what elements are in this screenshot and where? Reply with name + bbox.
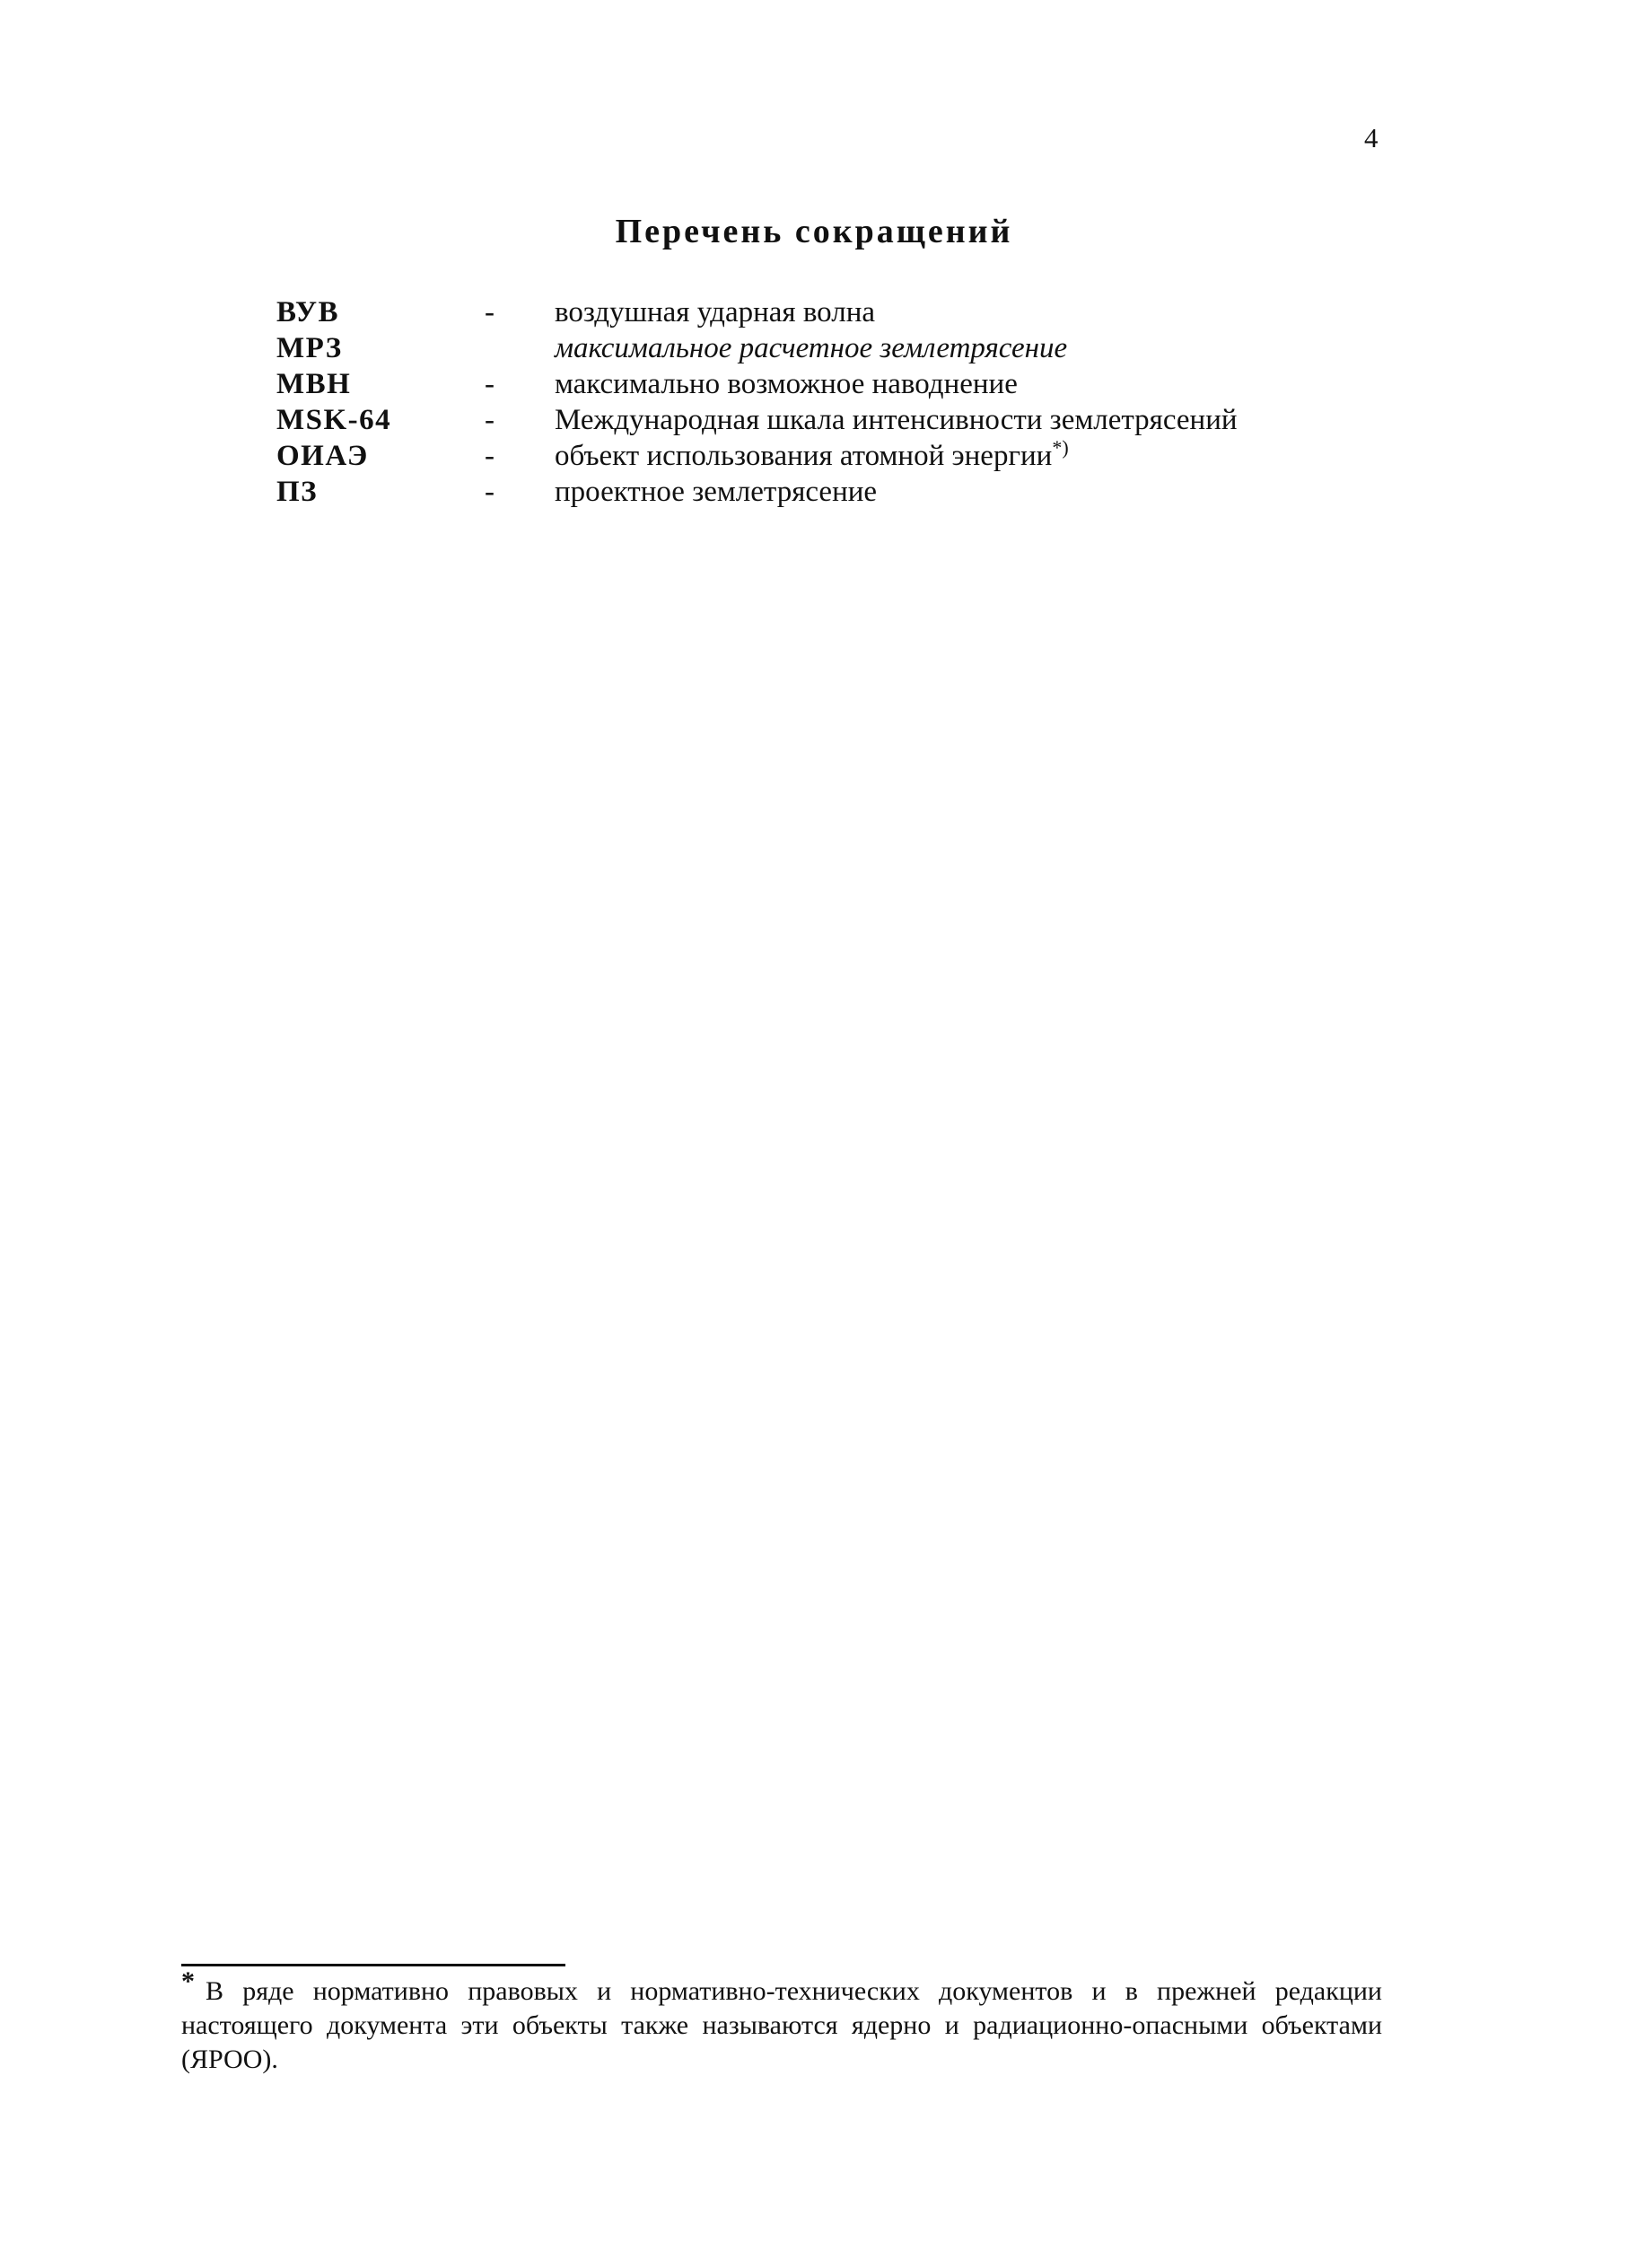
list-item <box>276 436 1443 476</box>
list-item <box>276 476 1443 512</box>
abbreviation-dash: - <box>485 440 495 472</box>
footnote-reference: *) <box>1052 436 1069 459</box>
abbreviation-definition-text: объект использования атомной энергии <box>555 440 1053 472</box>
footnote-text: В ряде нормативно правовых и нормативно-технических документов и в прежней редакции настоящего документа эти объекты также называются ядерно и радиационно-опасными объектами (ЯРОО). <box>181 1976 1382 2074</box>
page-title: Перечень сокращений <box>615 213 1013 250</box>
abbreviation-definition: воздушная ударная волна <box>555 296 876 328</box>
abbreviation-dash: - <box>485 368 495 400</box>
list-item <box>276 332 1443 368</box>
footnote-marker: * <box>181 1966 195 1996</box>
abbreviation-term: МВН <box>276 368 352 400</box>
abbreviation-list <box>276 296 1443 512</box>
page-number: 4 <box>1364 122 1379 153</box>
footnote <box>181 1966 1382 2077</box>
abbreviation-definition: Международная шкала интенсивности землетрясений <box>555 404 1238 436</box>
abbreviation-definition: проектное землетрясение <box>555 476 878 508</box>
list-item <box>276 368 1443 404</box>
abbreviation-dash: - <box>485 404 495 436</box>
abbreviation-term: ОИАЭ <box>276 440 369 472</box>
abbreviation-definition <box>555 436 1069 473</box>
abbreviation-term: ВУВ <box>276 296 340 328</box>
footnote-rule <box>181 1964 565 1966</box>
abbreviation-term: МРЗ <box>276 332 343 364</box>
abbreviation-term: MSK-64 <box>276 404 392 436</box>
abbreviation-dash: - <box>485 296 495 328</box>
list-item <box>276 296 1443 332</box>
list-item <box>276 404 1443 440</box>
abbreviation-term: ПЗ <box>276 476 319 508</box>
abbreviation-definition: максимальное расчетное землетрясение <box>555 332 1068 364</box>
abbreviation-definition: максимально возможное наводнение <box>555 368 1018 400</box>
abbreviation-dash: - <box>485 476 495 508</box>
